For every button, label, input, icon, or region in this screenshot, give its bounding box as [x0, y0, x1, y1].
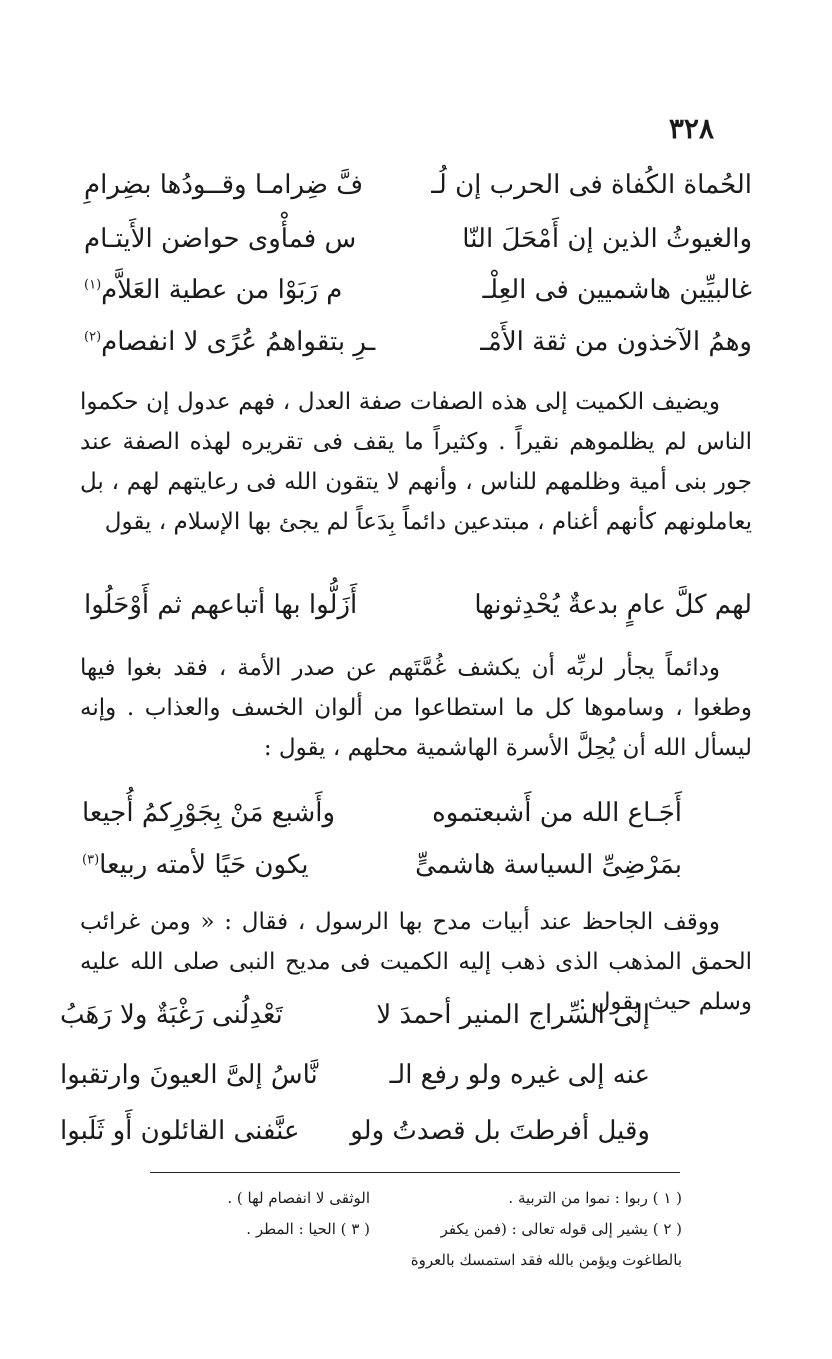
- verse-second-hemistich: عنَّفنى القائلون أَو ثَلَبوا: [60, 1116, 300, 1146]
- verse-second-hemistich: تَعْدِلُنى رَغْبَةٌ ولا رَهَبُ: [60, 1000, 283, 1030]
- verse-first-hemistich: بمَرْضِىِّ السياسة هاشمىٍّ: [415, 850, 682, 880]
- verse-second-hemistich: م رَبَوْا من عطية العَلاَّم$^{(١)}$: [84, 275, 343, 305]
- verse-first-hemistich: غالبيِّين هاشميين فى العِلْـ: [482, 275, 752, 305]
- verse-line: [60, 1060, 650, 1112]
- verse-first-hemistich: إلى السِّراج المنير أحمدَ لا: [376, 1000, 650, 1030]
- verse-line: [84, 590, 752, 642]
- verse-first-hemistich: عنه إلى غيره ولو رفع الـ: [389, 1060, 650, 1090]
- verse-line: [84, 275, 752, 327]
- footnote-2: ( ٢ ) يشير إلى قوله تعالى : (فمن يكفر: [440, 1220, 682, 1238]
- verse-line: [60, 1116, 650, 1168]
- verse-second-hemistich: ـرِ بتقواهمُ عُرًى لا انفصام$^{(٢)}$: [84, 327, 376, 357]
- verse-line: [60, 1000, 650, 1052]
- footnote-marker: (٢): [84, 329, 102, 345]
- verse-first-hemistich: وقيل أفرطتَ بل قصدتُ ولو: [350, 1116, 650, 1146]
- verse-second-hemistich: يكون حَيًا لأمته ربيعا$^{(٣)}$: [82, 850, 309, 880]
- verse-second-hemistich: فَّ ضِرامـا وقــودُها بضِرامِ: [84, 170, 364, 200]
- page-number: ٣٢٨: [668, 112, 714, 145]
- verse-line: [84, 170, 752, 222]
- footnote-2-continued: بالطاغوت ويؤمن بالله فقد استمسك بالعروة: [410, 1251, 682, 1269]
- footnote-1: ( ١ ) ربوا : نموا من التربية .: [508, 1189, 682, 1207]
- verse-first-hemistich: لهم كلَّ عامٍ بدعةٌ يُحْدِثونها: [474, 590, 752, 620]
- paragraph: ودائماً يجأر لربِّه أن يكشف غُمَّتَهم عن صدر الأمة ، فقد بغوا فيها وطغوا ، وساموها كل ما استطاعوا من ألوان الخسف والعذاب . وإنه ليسأل الله أن يُحِلَّ الأسرة الهاشمية محلهم ، يقول :: [80, 655, 752, 761]
- verse-first-hemistich: الحُماة الكُفاة فى الحرب إن لُـ: [431, 170, 752, 200]
- verse-first-hemistich: وهمُ الآخذون من ثقة الأَمْـ: [480, 327, 752, 357]
- footnote-divider: [150, 1172, 680, 1173]
- footnote-3: ( ٣ ) الحيا : المطر .: [246, 1220, 370, 1238]
- verse-first-hemistich: والغيوثُ الذين إن أَمْحَلَ النّا: [462, 224, 752, 254]
- verse-second-hemistich: وأَشبع مَنْ بِجَوْرِكمُ أُجيعا: [82, 798, 336, 828]
- footnote-marker: (١): [84, 277, 102, 293]
- footnote-marker: (٣): [82, 852, 100, 868]
- verse-line: [82, 798, 682, 850]
- paragraph: ووقف الجاحظ عند أبيات مدح بها الرسول ، فقال : « ومن غرائب الحمق المذهب الذى ذهب إليه الكميت فى مديح النبى صلى الله عليه وسلم حيث يقول :: [80, 909, 752, 1015]
- paragraph: ويضيف الكميت إلى هذه الصفات صفة العدل ، فهم عدول إن حكموا الناس لم يظلموهم نقيراً . وكثيراً ما يقف فى تقريره لهذه الصفة عند جور بنى أمية وظلمهم للناس ، وأنهم لا يتقون الله فى رعايتهم لهم ، بل يعاملونهم كأنهم أغنام ، مبتدعين دائماً بِدَعاً لم يجئ بها الإسلام ، يقول: [80, 389, 752, 535]
- verse-first-hemistich: أَجَـاع الله من أَشبعتموه: [432, 798, 682, 828]
- verse-second-hemistich: أَزَلُّوا بها أتباعهم ثم أَوْحَلُوا: [84, 590, 358, 620]
- verse-second-hemistich: نَّاسُ إلىَّ العيونَ وارتقبوا: [60, 1060, 318, 1090]
- verse-line: [84, 327, 752, 379]
- verse-line: [82, 850, 682, 902]
- verse-second-hemistich: س فمأْوى حواضن الأَيتـام: [84, 224, 357, 254]
- footnote-2-end: الوثقى لا انفصام لها ) .: [227, 1189, 370, 1207]
- verse-line: [84, 224, 752, 276]
